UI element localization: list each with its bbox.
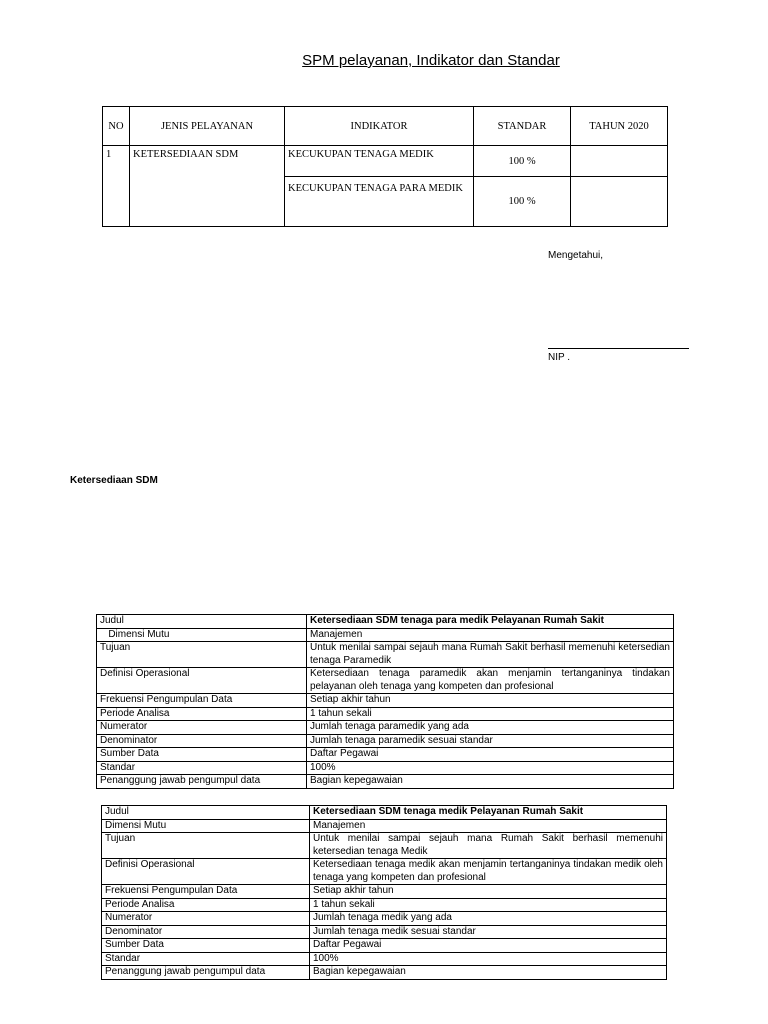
field-value: Setiap akhir tahun: [310, 885, 667, 899]
spm-table: [102, 106, 668, 227]
field-label: Dimensi Mutu: [102, 819, 310, 833]
field-value: Jumlah tenaga paramedik sesuai standar: [307, 734, 674, 748]
field-value: Untuk menilai sampai sejauh mana Rumah Sakit berhasil memenuhi ketersedian tenaga Paramedik: [307, 642, 674, 668]
field-label: Definisi Operasional: [97, 668, 307, 694]
table-row: [97, 761, 674, 775]
field-label: Periode Analisa: [102, 898, 310, 912]
field-label: Numerator: [102, 912, 310, 926]
field-value: 100%: [307, 761, 674, 775]
table-row: [97, 748, 674, 762]
table-row: [97, 775, 674, 789]
spm-header-row: [103, 107, 668, 146]
field-label: Penanggung jawab pengumpul data: [102, 966, 310, 980]
field-label: Denominator: [102, 925, 310, 939]
service-name: KETERSEDIAAN SDM: [130, 146, 285, 227]
field-label: Definisi Operasional: [102, 859, 310, 885]
table-row: [97, 628, 674, 642]
field-value: Ketersediaan tenaga medik akan menjamin tertanganinya tindakan medik oleh tenaga yang kompeten dan profesional: [310, 859, 667, 885]
table-row: [102, 966, 667, 980]
field-label: Standar: [97, 761, 307, 775]
field-label: Numerator: [97, 721, 307, 735]
field-value: Daftar Pegawai: [310, 939, 667, 953]
table-row: [102, 898, 667, 912]
field-label: Tujuan: [102, 833, 310, 859]
header-standar: STANDAR: [474, 107, 571, 146]
field-value: Jumlah tenaga medik yang ada: [310, 912, 667, 926]
table-row: [102, 833, 667, 859]
field-value: 1 tahun sekali: [310, 898, 667, 912]
field-value: Bagian kepegawaian: [310, 966, 667, 980]
field-label: Sumber Data: [97, 748, 307, 762]
acknowledgement-label: Mengetahui,: [548, 250, 604, 261]
field-value: Manajemen: [310, 819, 667, 833]
field-label: Sumber Data: [102, 939, 310, 953]
field-label: Denominator: [97, 734, 307, 748]
table-row: [102, 819, 667, 833]
table-row: [97, 642, 674, 668]
standard-cell: 100 %: [474, 146, 571, 177]
table-row: [97, 615, 674, 629]
field-value: Manajemen: [307, 628, 674, 642]
year-cell: [571, 146, 668, 177]
field-label: Frekuensi Pengumpulan Data: [97, 694, 307, 708]
indicator-cell: KECUKUPAN TENAGA PARA MEDIK: [285, 177, 474, 227]
table-row: [102, 952, 667, 966]
field-value: 100%: [310, 952, 667, 966]
table-row: [102, 925, 667, 939]
field-label: Penanggung jawab pengumpul data: [97, 775, 307, 789]
table-row: [97, 694, 674, 708]
field-value: Jumlah tenaga paramedik yang ada: [307, 721, 674, 735]
field-value: Bagian kepegawaian: [307, 775, 674, 789]
field-value: Daftar Pegawai: [307, 748, 674, 762]
field-label: Dimensi Mutu: [97, 628, 307, 642]
field-value: Untuk menilai sampai sejauh mana Rumah Sakit berhasil memenuhi ketersedian tenaga Medik: [310, 833, 667, 859]
field-label: Frekuensi Pengumpulan Data: [102, 885, 310, 899]
field-value: Setiap akhir tahun: [307, 694, 674, 708]
signature-line: [548, 348, 689, 349]
table-row: [97, 734, 674, 748]
row-number: 1: [103, 146, 130, 227]
nip-label: NIP .: [548, 352, 571, 363]
field-value: Jumlah tenaga medik sesuai standar: [310, 925, 667, 939]
table-row: [97, 721, 674, 735]
field-label: Tujuan: [97, 642, 307, 668]
field-value: Ketersediaan tenaga paramedik akan menjamin tertanganinya tindakan pelayanan oleh tenaga yang kompeten dan profesional: [307, 668, 674, 694]
header-indikator: INDIKATOR: [285, 107, 474, 146]
spm-row: [103, 146, 668, 177]
standard-cell: 100 %: [474, 177, 571, 227]
field-value: Ketersediaan SDM tenaga medik Pelayanan Rumah Sakit: [310, 806, 667, 820]
table-row: [97, 707, 674, 721]
header-tahun: TAHUN 2020: [571, 107, 668, 146]
header-jenis-pelayanan: JENIS PELAYANAN: [130, 107, 285, 146]
table-row: [102, 912, 667, 926]
field-label: Judul: [102, 806, 310, 820]
header-no: NO: [103, 107, 130, 146]
indicator-cell: KECUKUPAN TENAGA MEDIK: [285, 146, 474, 177]
table-row: [102, 885, 667, 899]
field-label: Judul: [97, 615, 307, 629]
table-row: [102, 939, 667, 953]
field-label: Standar: [102, 952, 310, 966]
field-label: Periode Analisa: [97, 707, 307, 721]
indicator-table-paramedik: [96, 614, 674, 789]
table-row: [97, 668, 674, 694]
document-title: SPM pelayanan, Indikator dan Standar: [302, 52, 560, 69]
field-value: Ketersediaan SDM tenaga para medik Pelayanan Rumah Sakit: [307, 615, 674, 629]
year-cell: [571, 177, 668, 227]
indicator-table-medik: [101, 805, 667, 980]
section-heading: Ketersediaan SDM: [70, 475, 158, 486]
table-row: [102, 806, 667, 820]
table-row: [102, 859, 667, 885]
field-value: 1 tahun sekali: [307, 707, 674, 721]
